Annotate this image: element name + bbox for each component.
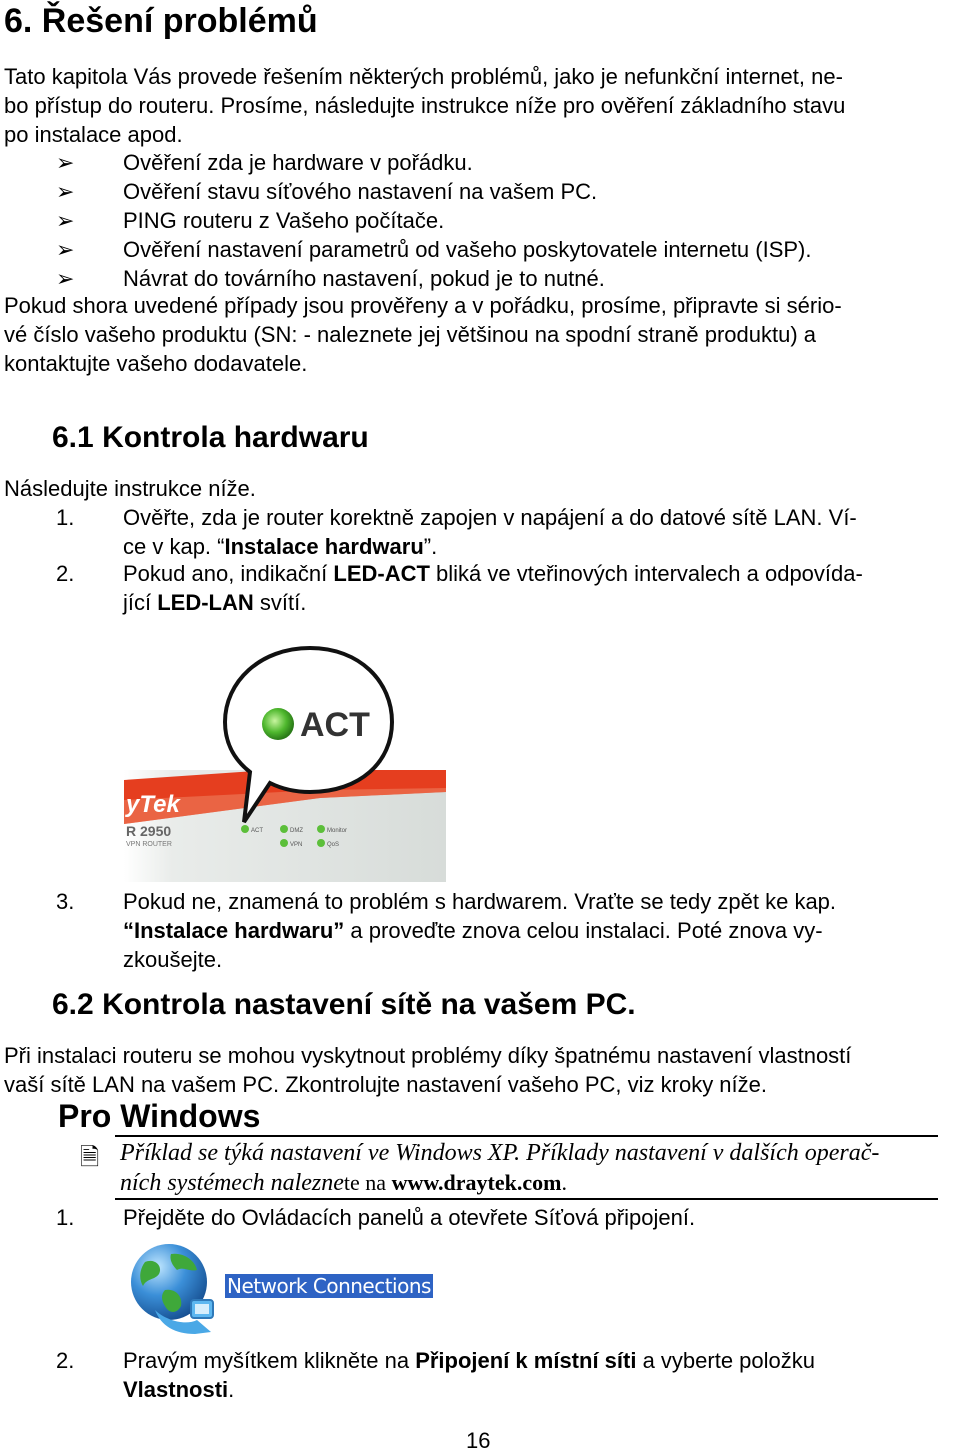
step-text: Vlastnosti. — [123, 1377, 235, 1402]
router-led-figure — [120, 640, 450, 885]
section-heading-6-2: 6.2 Kontrola nastavení sítě na vašem PC. — [52, 988, 636, 1021]
step-number: 1. — [56, 1205, 75, 1230]
note-text: Příklad se týká nastavení ve Windows XP. Příklady nastavení v dalších operač- ních systémech naleznete na www.draytek.com. — [120, 1140, 880, 1196]
step-text: Pravým myšítkem klikněte na Připojení k místní síti a vyberte položku — [123, 1348, 816, 1373]
arrow-bullet-icon: ➢ — [56, 208, 75, 233]
intro-line: po instalace apod. — [4, 122, 183, 147]
router-illustration — [120, 640, 450, 885]
step-text: zkoušejte. — [123, 947, 223, 972]
step-text: Pokud ano, indikační LED-ACT bliká ve vteřinových intervalech a odpovída- — [123, 561, 863, 586]
step-text: Ověřte, zda je router korektně zapojen v napájení a do datové sítě LAN. Ví- — [123, 505, 857, 530]
paragraph-line: Při instalaci routeru se mohou vyskytnout problémy díky špatnému nastavení vlastností — [4, 1043, 852, 1068]
step-number: 3. — [56, 889, 75, 914]
list-item: ➢ Návrat do továrního nastavení, pokud je to nutné. — [56, 266, 605, 291]
note-top-rule — [115, 1135, 938, 1137]
network-globe-icon — [125, 1240, 225, 1336]
list-item: ➢ Ověření stavu síťového nastavení na vašem PC. — [56, 179, 598, 204]
step-text: ce v kap. “Instalace hardwaru”. — [123, 534, 438, 559]
pro-windows-heading: Pro Windows — [58, 1098, 261, 1134]
list-item: ➢ PING routeru z Vašeho počítače. — [56, 208, 445, 233]
list-item: ➢ Ověření zda je hardware v pořádku. — [56, 150, 473, 175]
router-model: R 2950 — [126, 823, 172, 839]
led-label: Monitor — [327, 828, 348, 834]
intro-paragraph — [4, 62, 845, 149]
intro-line: Tato kapitola Vás provede řešením některých problémů, jako je nefunkční internet, ne- — [4, 64, 843, 89]
act-led-icon — [262, 708, 294, 740]
router-brand: yTek — [126, 791, 180, 818]
section-heading-6-1: 6.1 Kontrola hardwaru — [52, 421, 369, 454]
led-label: VPN — [290, 842, 303, 848]
page-heading: 6. Řešení problémů — [4, 2, 318, 40]
arrow-bullet-icon: ➢ — [56, 237, 75, 262]
bullet-list — [0, 148, 960, 293]
intro-line: bo přístup do routeru. Prosíme, následujte instrukce níže pro ověření základního stavu — [4, 93, 846, 118]
network-connections-label: Network Connections — [227, 1274, 431, 1298]
note-icon: 🗎 — [80, 1143, 100, 1171]
paragraph-line: kontaktujte vašeho dodavatele. — [4, 351, 308, 376]
router-model-sub: VPN ROUTER — [126, 841, 172, 848]
led-label: DMZ — [290, 828, 303, 834]
section2-paragraph — [4, 1041, 851, 1099]
paragraph-line: vé číslo vašeho produktu (SN: - naleznete jej většinou na spodní straně produktu) a — [4, 322, 817, 347]
step-text: jící LED-LAN svítí. — [123, 590, 307, 615]
led-label: QoS — [327, 842, 340, 848]
step-number: 1. — [56, 505, 75, 530]
page-number: 16 — [466, 1428, 491, 1453]
paragraph-line: vaší sítě LAN na vašem PC. Zkontrolujte nastavení vašeho PC, viz kroky níže. — [4, 1072, 767, 1097]
arrow-bullet-icon: ➢ — [56, 150, 75, 175]
network-connections-shortcut — [125, 1240, 431, 1336]
contact-paragraph — [4, 291, 842, 378]
section-lead: Následujte instrukce níže. — [4, 476, 256, 501]
step-text: Přejděte do Ovládacích panelů a otevřete Síťová připojení. — [123, 1205, 696, 1230]
paragraph-line: Pokud shora uvedené případy jsou prověřeny a v pořádku, prosíme, připravte si sério- — [4, 293, 842, 318]
step-text: “Instalace hardwaru” a proveďte znova celou instalaci. Poté znova vy- — [123, 918, 823, 943]
arrow-bullet-icon: ➢ — [56, 179, 75, 204]
arrow-bullet-icon: ➢ — [56, 266, 75, 291]
act-label: ACT — [300, 706, 370, 744]
step-number: 2. — [56, 561, 75, 586]
step-text: Pokud ne, znamená to problém s hardwarem. Vraťte se tedy zpět ke kap. — [123, 889, 837, 914]
led-label: ACT — [251, 828, 263, 834]
list-item: ➢ Ověření nastavení parametrů od vašeho poskytovatele internetu (ISP). — [56, 237, 812, 262]
step-number: 2. — [56, 1348, 75, 1373]
